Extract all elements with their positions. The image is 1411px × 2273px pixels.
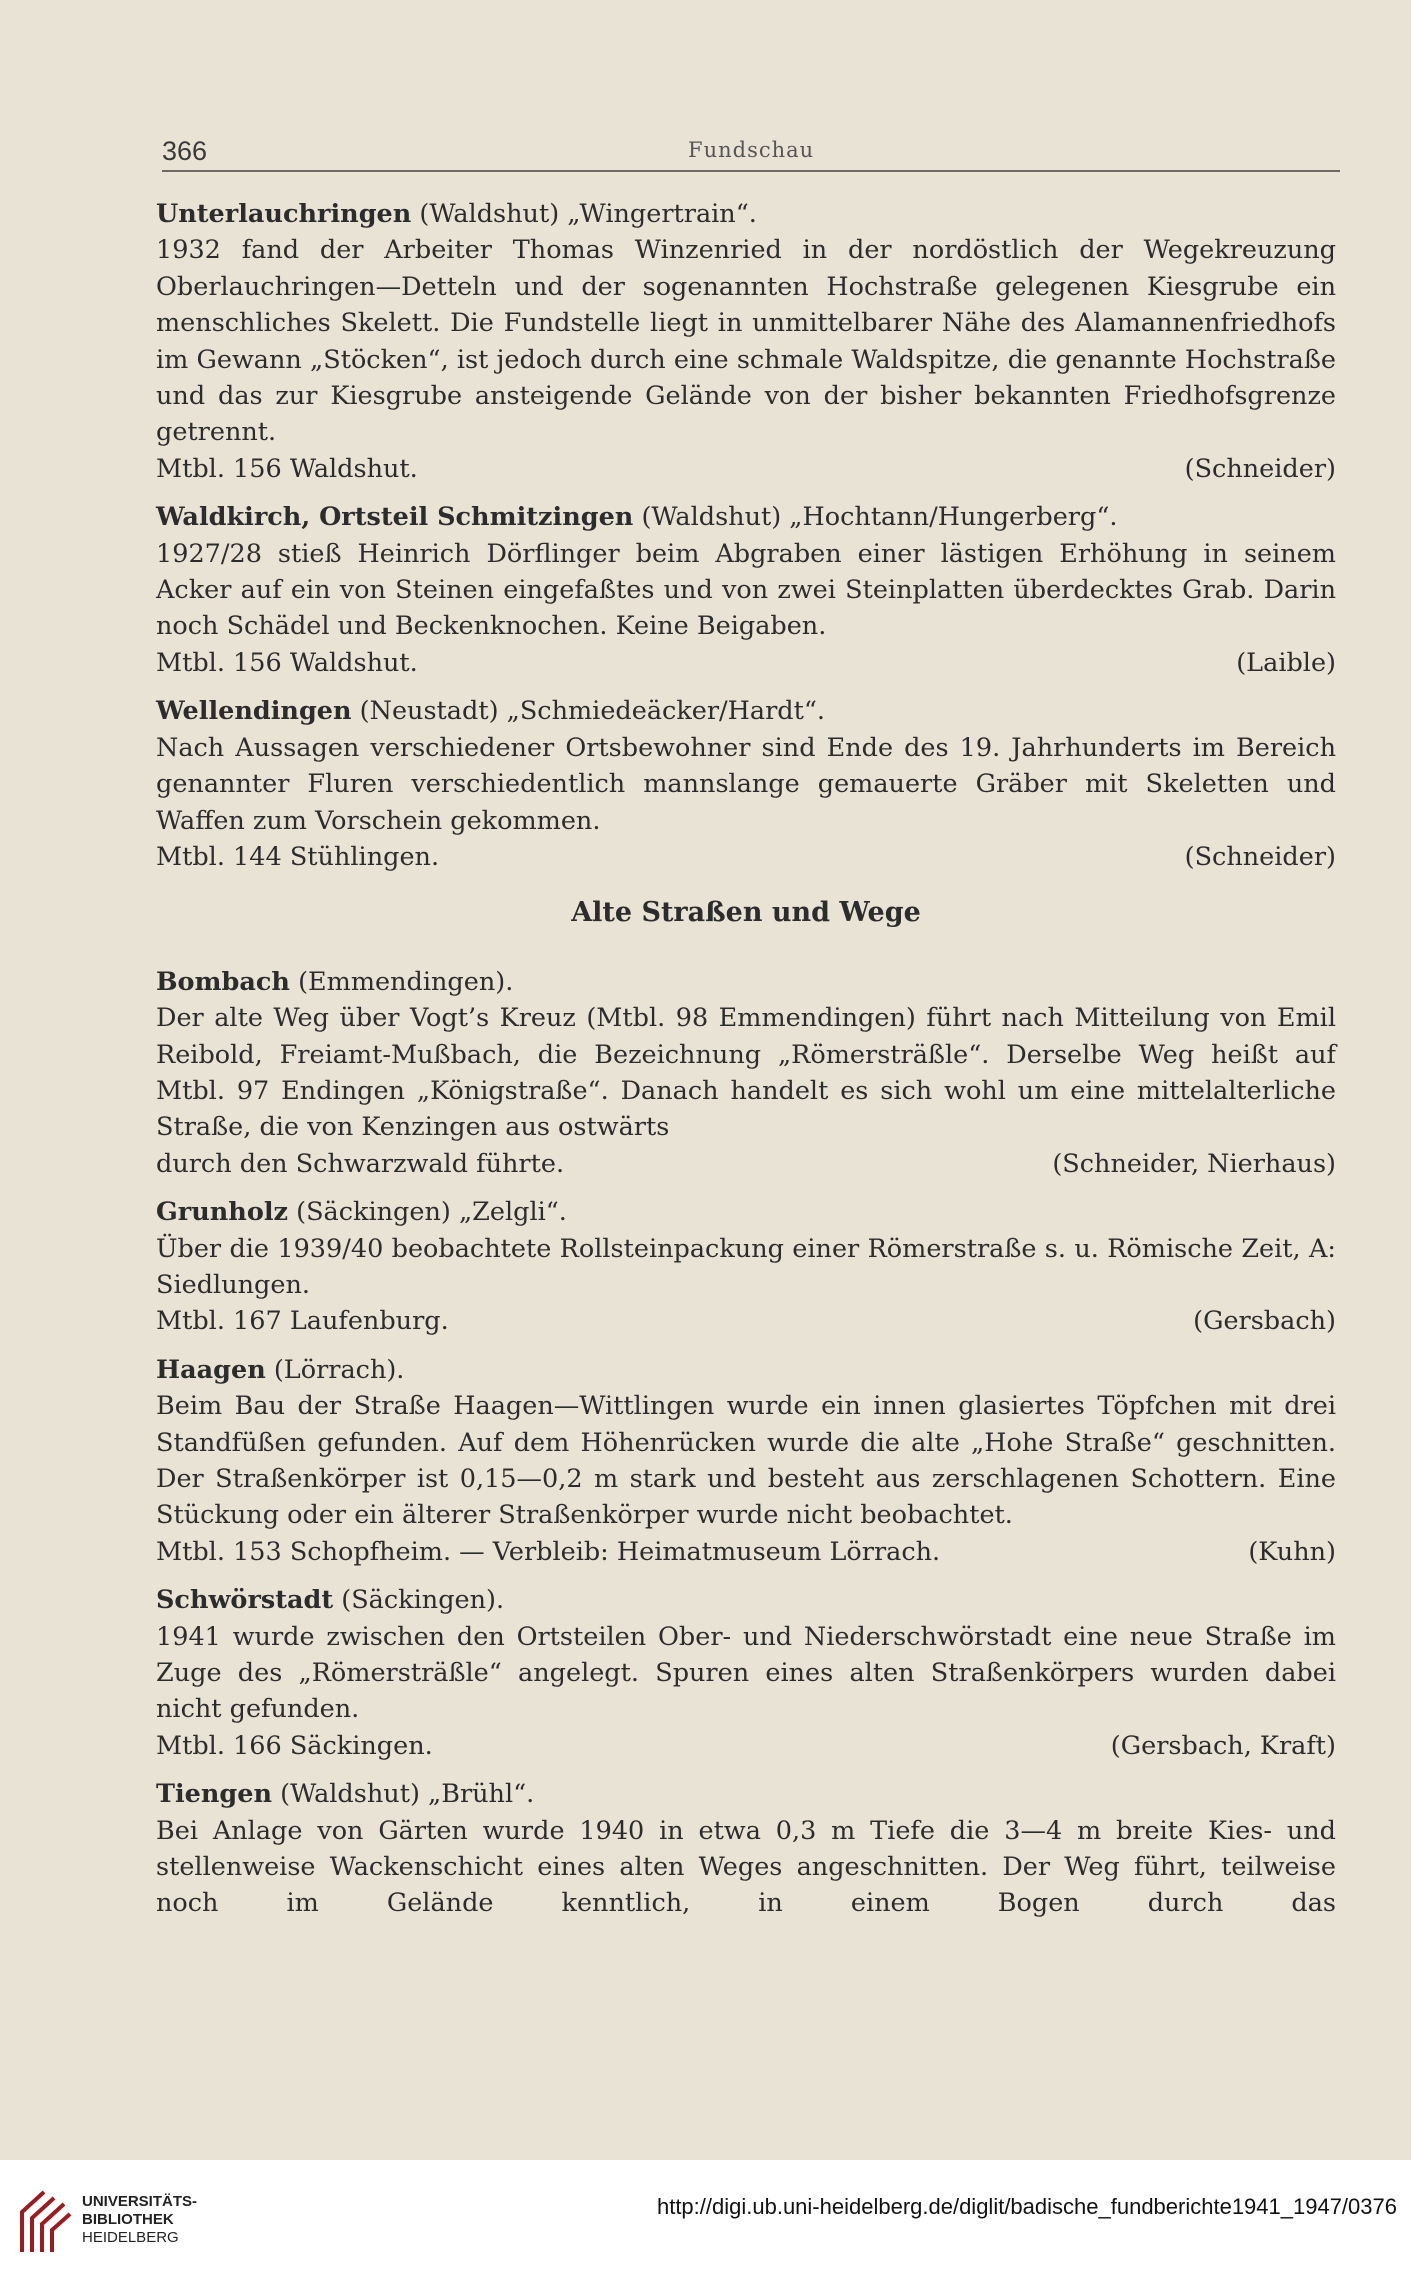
entry-schwoerstadt xyxy=(156,1582,1336,1764)
entry-body: Beim Bau der Straße Haagen—Wittlingen wurde ein innen glasiertes Töpfchen mit drei Standfüßen gefunden. Auf dem Höhenrücken wurde die alte „Hohe Straße“ geschnitten. Der Straßenkörper ist 0,15—0,2 m stark und besteht aus zerschlagenen Schottern. Eine Stückung oder ein älterer Straßenkörper wurde nicht beobachtet. xyxy=(156,1391,1336,1531)
page-number: 366 xyxy=(162,136,208,166)
entry-wellendingen xyxy=(156,693,1336,875)
section-heading: Alte Straßen und Wege xyxy=(571,897,921,929)
header-rule xyxy=(162,170,1340,172)
logo-line: HEIDELBERG xyxy=(82,2229,179,2246)
entry-title: Tiengen xyxy=(156,1779,273,1810)
entry-body: Nach Aussagen verschiedener Ortsbewohner sind Ende des 19. Jahrhunderts im Bereich genannter Fluren verschiedentlich mannslange gemauerte Gräber mit Skeletten und Waffen zum Vorschein gekommen. xyxy=(156,732,1336,836)
entry-body: Bei Anlage von Gärten wurde 1940 in etwa 0,3 m Tiefe die 3—4 m breite Kies- und stellenweise Wackenschicht eines alten Weges angeschnitten. Der Weg führt, teilweise noch im Gelände kenntlich, in einem Bogen durch das xyxy=(156,1815,1336,1919)
entry-bombach xyxy=(156,964,1336,1182)
ub-heidelberg-logo-icon[interactable] xyxy=(14,2186,74,2256)
logo-line: UNIVERSITÄTS- xyxy=(82,2193,198,2210)
entry-location: (Lörrach). xyxy=(265,1354,405,1385)
entry-body: 1927/28 stieß Heinrich Dörflinger beim Abgraben einer lästigen Erhöhung in seinem Acker auf ein von Steinen eingefaßtes und von zwei Steinplatten überdecktes Grab. Darin noch Schädel und Beckenknochen. Keine Beigaben. xyxy=(156,538,1336,642)
entry-author: (Gersbach) xyxy=(1193,1306,1336,1337)
entry-title: Grunholz xyxy=(156,1197,289,1228)
entry-reference: Mtbl. 167 Laufenburg. xyxy=(156,1306,449,1337)
entry-reference: Mtbl. 153 Schopfheim. — Verbleib: Heimatmuseum Lörrach. xyxy=(156,1536,941,1567)
logo-line: BIBLIOTHEK xyxy=(82,2211,174,2228)
entry-tiengen xyxy=(156,1776,1336,1922)
entry-grunholz xyxy=(156,1194,1336,1340)
entry-author: (Schneider) xyxy=(1184,453,1336,484)
entry-reference: Mtbl. 156 Waldshut. xyxy=(156,453,418,484)
source-url-link[interactable]: http://digi.ub.uni-heidelberg.de/diglit/badische_fundberichte1941_1947/0376 xyxy=(656,2194,1397,2219)
running-title: Fundschau xyxy=(688,138,815,162)
entry-body: 1941 wurde zwischen den Ortsteilen Ober- und Niederschwörstadt eine neue Straße im Zuge des „Römersträßle“ angelegt. Spuren eines alten Straßenkörpers wurden dabei nicht gefunden. xyxy=(156,1621,1336,1725)
entry-location: (Emmendingen). xyxy=(289,966,514,997)
entry-body: 1932 fand der Arbeiter Thomas Winzenried in der nordöstlich der Wegekreuzung Oberlauchringen—Detteln und der sogenannten Hochstraße gelegenen Kiesgrube ein menschliches Skelett. Die Fundstelle liegt in unmittelbarer Nähe des Alamannenfriedhofs im Gewann „Stöcken“, ist jedoch durch eine schmale Waldspitze, die genannte Hochstraße und das zur Kiesgrube ansteigende Gelände von der bisher bekannten Friedhofsgrenze getrennt. xyxy=(156,235,1336,448)
entry-title: Schwörstadt xyxy=(156,1585,334,1616)
entry-location: (Waldshut) „Hochtann/Hungerberg“. xyxy=(633,502,1118,533)
entry-title: Haagen xyxy=(156,1354,266,1385)
entry-location: (Waldshut) „Wingertrain“. xyxy=(411,199,757,229)
ub-heidelberg-logo-text xyxy=(82,2193,197,2247)
entry-unterlauchringen xyxy=(156,196,1336,487)
entry-title: Unterlauchringen xyxy=(156,199,412,229)
entry-waldkirch xyxy=(156,499,1336,681)
page-content xyxy=(156,196,1336,1934)
entry-body: Über die 1939/40 beobachtete Rollsteinpackung einer Römerstraße s. u. Römische Zeit, A: Siedlungen. xyxy=(156,1233,1336,1300)
entry-haagen xyxy=(156,1352,1336,1570)
entry-author: (Laible) xyxy=(1236,647,1336,678)
entry-location: (Säckingen). xyxy=(333,1585,505,1616)
entry-title: Bombach xyxy=(156,966,290,997)
entry-title: Waldkirch, Ortsteil Schmitzingen xyxy=(156,502,634,533)
entry-reference: Mtbl. 156 Waldshut. xyxy=(156,647,418,678)
entry-title: Wellendingen xyxy=(156,696,352,727)
entry-reference: Mtbl. 144 Stühlingen. xyxy=(156,841,440,872)
digitization-footer xyxy=(0,2160,1411,2273)
entry-body: Der alte Weg über Vogt’s Kreuz (Mtbl. 98 Emmendingen) führt nach Mitteilung von Emil Reibold, Freiamt-Mußbach, die Bezeichnung „Römersträßle“. Derselbe Weg heißt auf Mtbl. 97 Endingen „Königstraße“. Danach handelt es sich wohl um eine mittelalterliche Straße, die von Kenzingen aus ostwärts xyxy=(156,1003,1336,1143)
entry-author: (Kuhn) xyxy=(1248,1536,1336,1567)
entry-author: (Schneider, Nierhaus) xyxy=(1052,1148,1336,1179)
page-header xyxy=(162,132,1340,168)
entry-reference: durch den Schwarzwald führte. xyxy=(156,1148,565,1179)
entry-reference: Mtbl. 166 Säckingen. xyxy=(156,1730,433,1761)
entry-location: (Waldshut) „Brühl“. xyxy=(272,1779,535,1810)
entry-location: (Säckingen) „Zelgli“. xyxy=(288,1197,567,1228)
entry-author: (Schneider) xyxy=(1184,841,1336,872)
entry-location: (Neustadt) „Schmiedeäcker/Hardt“. xyxy=(351,696,825,727)
entry-author: (Gersbach, Kraft) xyxy=(1110,1730,1336,1761)
